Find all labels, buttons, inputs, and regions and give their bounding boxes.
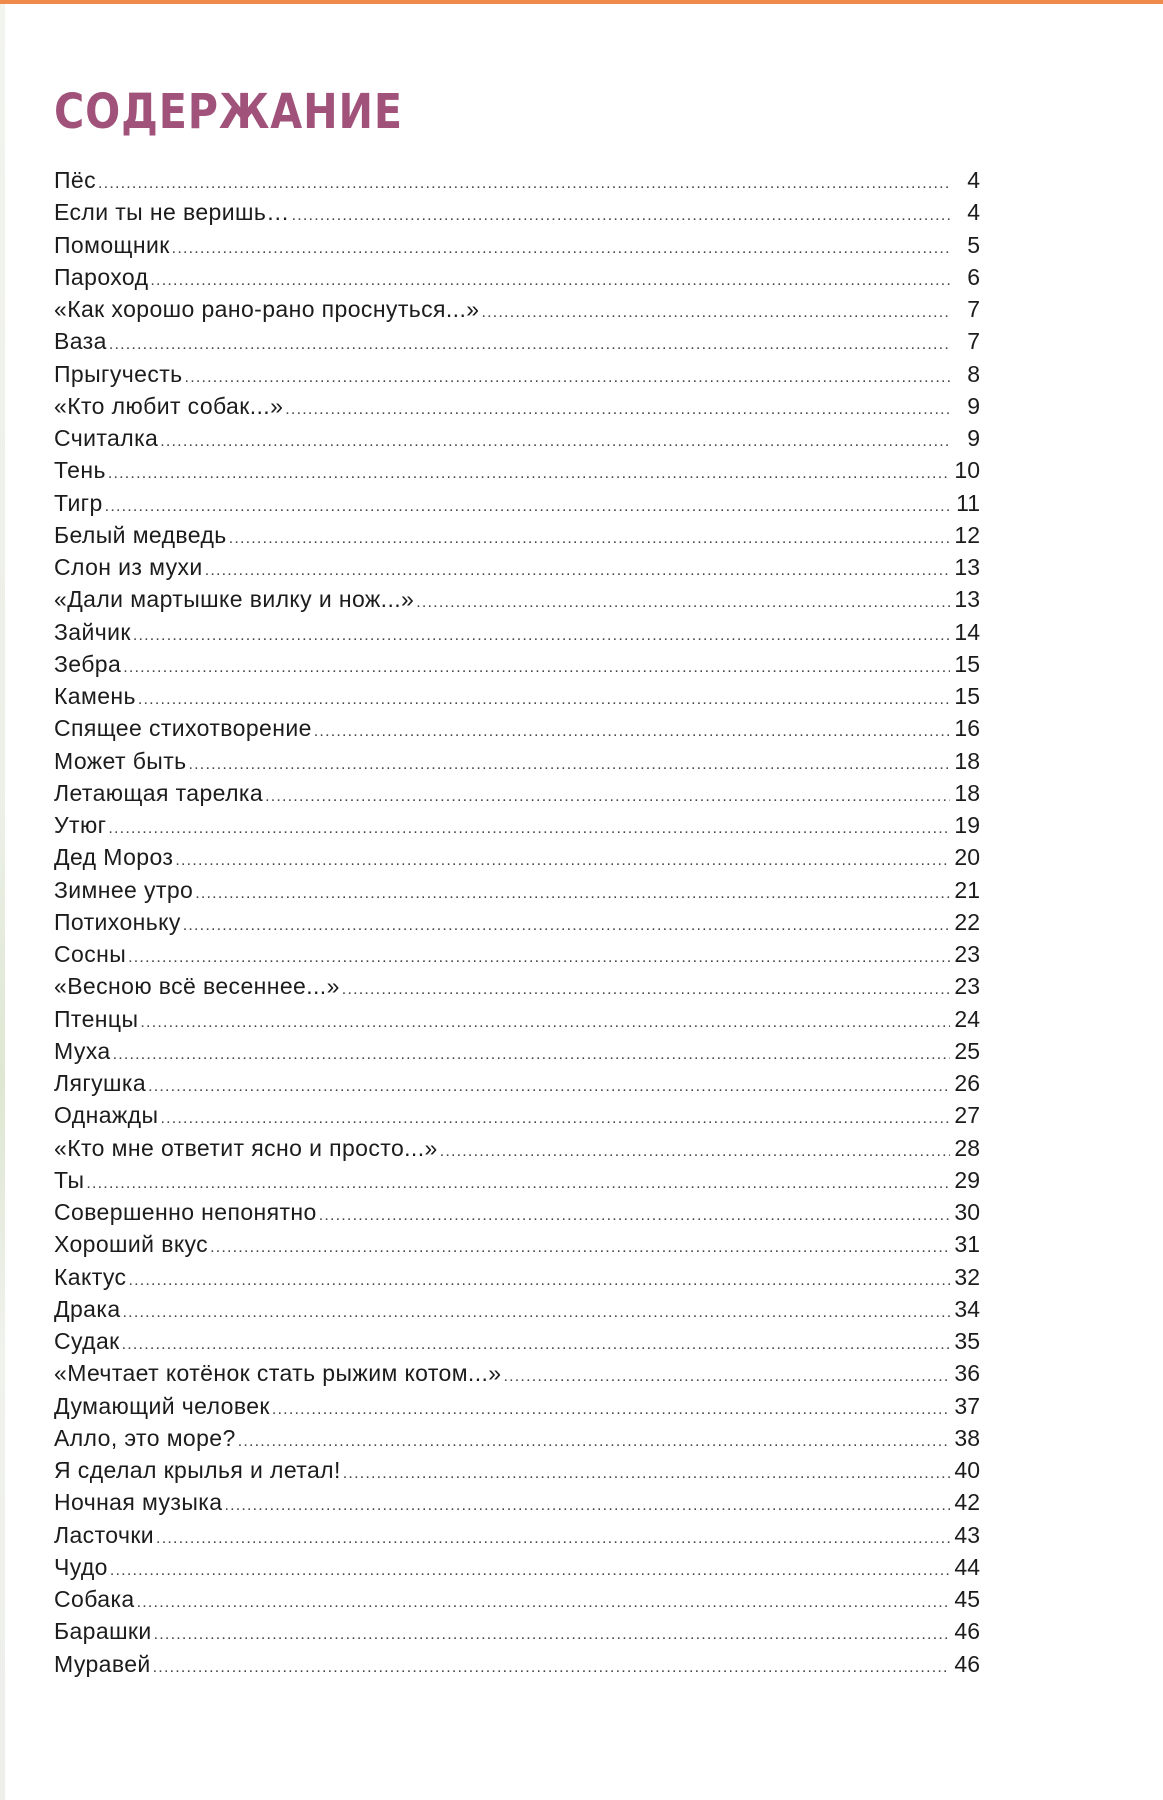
toc-entry-title: Судак [54,1328,120,1354]
toc-entry-title: Если ты не веришь… [54,199,290,226]
toc-dot-leader [292,200,950,232]
toc-entry-title: Помощник [54,231,170,258]
toc-dot-leader [205,555,950,587]
toc-entry-page: 23 [954,973,980,1000]
toc-entry-page: 10 [954,457,980,484]
toc-dot-leader [148,1071,950,1103]
toc-entry-title: «Мечтает котёнок стать рыжим котом...» [54,1360,502,1387]
top-accent-bar [0,0,1163,4]
toc-entry[interactable] [54,745,980,777]
toc-entry[interactable] [54,487,980,519]
toc-entry-title: «Дали мартышке вилку и нож...» [54,586,415,613]
toc-entry[interactable] [54,1293,980,1325]
toc-entry[interactable] [54,1615,980,1647]
toc-dot-leader [185,362,950,394]
toc-dot-leader [128,1265,950,1297]
toc-entry-title: Белый медведь [54,521,227,548]
toc-dot-leader [109,329,950,361]
toc-entry[interactable] [54,293,980,325]
toc-entry[interactable] [54,1132,980,1164]
toc-entry-title: Барашки [54,1618,152,1645]
toc-dot-leader [128,942,950,974]
toc-entry-title: Прыгучесть [54,360,183,387]
toc-entry-page: 35 [954,1328,980,1354]
toc-entry[interactable] [54,1164,980,1196]
toc-entry-page: 44 [954,1553,980,1580]
toc-dot-leader [481,297,950,329]
toc-dot-leader [108,813,950,845]
toc-entry-title: «Весною всё весеннее...» [54,973,340,1000]
toc-entry-title: Камень [54,683,136,709]
toc-entry-page: 28 [954,1134,980,1161]
toc-entry-page: 21 [954,876,980,903]
toc-entry[interactable] [54,648,980,680]
toc-entry-title: Я сделал крылья и летал! [54,1457,341,1483]
toc-dot-leader [138,684,950,716]
toc-entry[interactable] [54,1519,980,1551]
toc-entry[interactable] [54,358,980,390]
toc-entry-title: Однажды [54,1102,159,1129]
toc-entry-page: 43 [954,1521,980,1548]
toc-entry[interactable] [54,196,980,228]
toc-entry-title: Тень [54,457,106,484]
toc-entry-page: 16 [954,715,980,742]
toc-entry-page: 15 [954,683,980,709]
toc-entry-title: Чудо [54,1553,108,1580]
table-of-contents [54,164,980,1680]
toc-entry-page: 22 [954,908,980,935]
toc-entry-page: 8 [967,360,980,387]
toc-entry-page: 27 [954,1102,980,1129]
toc-entry[interactable] [54,422,980,454]
toc-entry-title: Совершенно непонятно [54,1199,317,1225]
toc-entry-page: 45 [954,1586,980,1612]
toc-entry-title: Спящее стихотворение [54,715,312,742]
toc-dot-leader [504,1361,951,1393]
toc-entry[interactable] [54,1551,980,1583]
toc-dot-leader [123,652,950,684]
toc-entry-page: 18 [954,779,980,806]
toc-entry[interactable] [54,841,980,873]
toc-dot-leader [108,458,950,490]
toc-dot-leader [189,749,950,781]
page-title: СОДЕРЖАНИЕ [54,84,403,140]
toc-entry-title: Кактус [54,1263,127,1290]
toc-dot-leader [150,265,950,297]
toc-dot-leader [113,1039,950,1071]
toc-dot-leader [285,394,950,426]
toc-entry-page: 46 [954,1650,980,1677]
toc-entry[interactable] [54,390,980,422]
toc-entry[interactable] [54,1035,980,1067]
toc-entry-page: 38 [954,1424,980,1451]
toc-entry[interactable] [54,583,980,615]
toc-entry[interactable] [54,809,980,841]
toc-entry-page: 12 [954,521,980,548]
toc-dot-leader [160,426,950,458]
toc-dot-leader [122,1329,950,1361]
toc-entry[interactable] [54,1099,980,1131]
toc-entry-title: Слон из мухи [54,554,203,580]
page-edge-strip [0,4,5,1800]
toc-entry-page: 26 [954,1070,980,1096]
toc-entry[interactable] [54,1648,980,1680]
toc-entry-title: Думающий человек [54,1392,270,1419]
toc-entry[interactable] [54,1390,980,1422]
toc-entry[interactable] [54,1067,980,1099]
toc-entry-title: Птенцы [54,1005,139,1032]
toc-entry-page: 31 [954,1231,980,1258]
toc-entry[interactable] [54,551,980,583]
toc-dot-leader [140,1007,950,1039]
toc-entry-title: «Кто любит собак...» [54,392,284,419]
toc-entry[interactable] [54,1261,980,1293]
toc-entry[interactable] [54,261,980,293]
toc-entry-page: 4 [967,167,980,193]
toc-dot-leader [105,491,950,523]
toc-entry-title: Зебра [54,650,122,677]
toc-entry-title: Лягушка [54,1070,147,1096]
toc-dot-leader [133,620,950,652]
toc-entry[interactable] [54,1196,980,1228]
toc-entry-title: Муха [54,1037,111,1064]
toc-dot-leader [110,1555,950,1587]
toc-entry[interactable] [54,1228,980,1260]
toc-entry-page: 23 [954,941,980,967]
toc-dot-leader [98,168,950,200]
toc-dot-leader [175,845,950,877]
toc-entry-title: «Кто мне ответит ясно и просто...» [54,1134,438,1161]
toc-entry-page: 5 [967,231,980,258]
toc-entry-page: 30 [954,1199,980,1225]
toc-entry[interactable] [54,1003,980,1035]
toc-dot-leader [416,587,950,619]
toc-entry-page: 13 [954,586,980,613]
toc-entry[interactable] [54,680,980,712]
toc-dot-leader [319,1200,950,1232]
toc-dot-leader [183,910,950,942]
toc-entry-page: 4 [967,199,980,226]
toc-entry-page: 9 [967,392,980,419]
toc-entry-page: 42 [954,1489,980,1516]
toc-entry-title: Зайчик [54,618,131,645]
toc-entry-title: Считалка [54,425,159,451]
toc-entry[interactable] [54,1486,980,1518]
toc-dot-leader [210,1232,950,1264]
toc-dot-leader [160,1103,950,1135]
toc-dot-leader [343,1458,950,1490]
toc-entry[interactable] [54,1357,980,1389]
toc-entry-page: 15 [954,650,980,677]
toc-entry-page: 14 [954,618,980,645]
toc-entry-title: Летающая тарелка [54,779,264,806]
toc-entry[interactable] [54,938,980,970]
toc-dot-leader [123,1297,950,1329]
toc-entry-page: 20 [954,844,980,871]
toc-entry-page: 25 [954,1037,980,1064]
toc-entry-title: Алло, это море? [54,1424,236,1451]
toc-entry-page: 37 [954,1392,980,1419]
toc-dot-leader [265,781,950,813]
toc-entry-title: Пароход [54,263,149,290]
toc-dot-leader [172,233,950,265]
toc-entry[interactable] [54,1583,980,1615]
toc-entry-page: 7 [967,296,980,322]
toc-entry-page: 13 [954,554,980,580]
toc-entry-title: Тигр [54,489,103,516]
toc-dot-leader [153,1652,950,1684]
toc-entry-title: Ласточки [54,1521,155,1548]
toc-entry-title: Муравей [54,1650,151,1677]
toc-entry-title: Сосны [54,941,127,967]
toc-entry-title: «Как хорошо рано-рано проснуться...» [54,296,480,322]
toc-entry[interactable] [54,777,980,809]
toc-entry-title: Утюг [54,812,107,838]
toc-entry-title: Ты [54,1166,85,1193]
toc-entry-page: 24 [954,1005,980,1032]
toc-dot-leader [238,1426,950,1458]
toc-entry[interactable] [54,874,980,906]
toc-entry[interactable] [54,164,980,196]
toc-entry-title: Хороший вкус [54,1231,209,1258]
toc-dot-leader [154,1619,950,1651]
toc-entry-page: 19 [954,812,980,838]
toc-entry[interactable] [54,519,980,551]
toc-dot-leader [86,1168,950,1200]
toc-entry-title: Собака [54,1586,135,1612]
toc-entry-title: Ваза [54,328,107,355]
toc-entry[interactable] [54,229,980,261]
toc-entry[interactable] [54,906,980,938]
toc-dot-leader [137,1587,950,1619]
toc-entry[interactable] [54,1454,980,1486]
toc-entry[interactable] [54,1422,980,1454]
toc-entry-title: Зимнее утро [54,876,194,903]
toc-entry[interactable] [54,712,980,744]
toc-entry[interactable] [54,454,980,486]
toc-entry-page: 40 [954,1457,980,1483]
toc-entry-page: 11 [956,489,980,516]
toc-entry[interactable] [54,1325,980,1357]
toc-dot-leader [229,523,950,555]
toc-entry-title: Может быть [54,747,187,774]
toc-entry-title: Драка [54,1295,121,1322]
toc-dot-leader [156,1523,950,1555]
toc-entry[interactable] [54,970,980,1002]
toc-entry-page: 36 [954,1360,980,1387]
toc-entry-page: 32 [954,1263,980,1290]
toc-dot-leader [314,716,950,748]
toc-entry-title: Дед Мороз [54,844,174,871]
toc-entry-page: 34 [954,1295,980,1322]
toc-entry-page: 29 [954,1166,980,1193]
toc-entry-page: 7 [967,328,980,355]
toc-entry-page: 18 [954,747,980,774]
toc-dot-leader [195,878,950,910]
toc-dot-leader [272,1394,950,1426]
toc-dot-leader [342,974,950,1006]
toc-entry-title: Пёс [54,167,97,193]
toc-entry-page: 46 [954,1618,980,1645]
toc-entry[interactable] [54,325,980,357]
toc-dot-leader [224,1490,950,1522]
toc-entry-page: 9 [967,425,980,451]
toc-dot-leader [440,1136,950,1168]
toc-entry[interactable] [54,616,980,648]
toc-entry-title: Потихоньку [54,908,181,935]
toc-entry-page: 6 [967,263,980,290]
toc-entry-title: Ночная музыка [54,1489,223,1516]
